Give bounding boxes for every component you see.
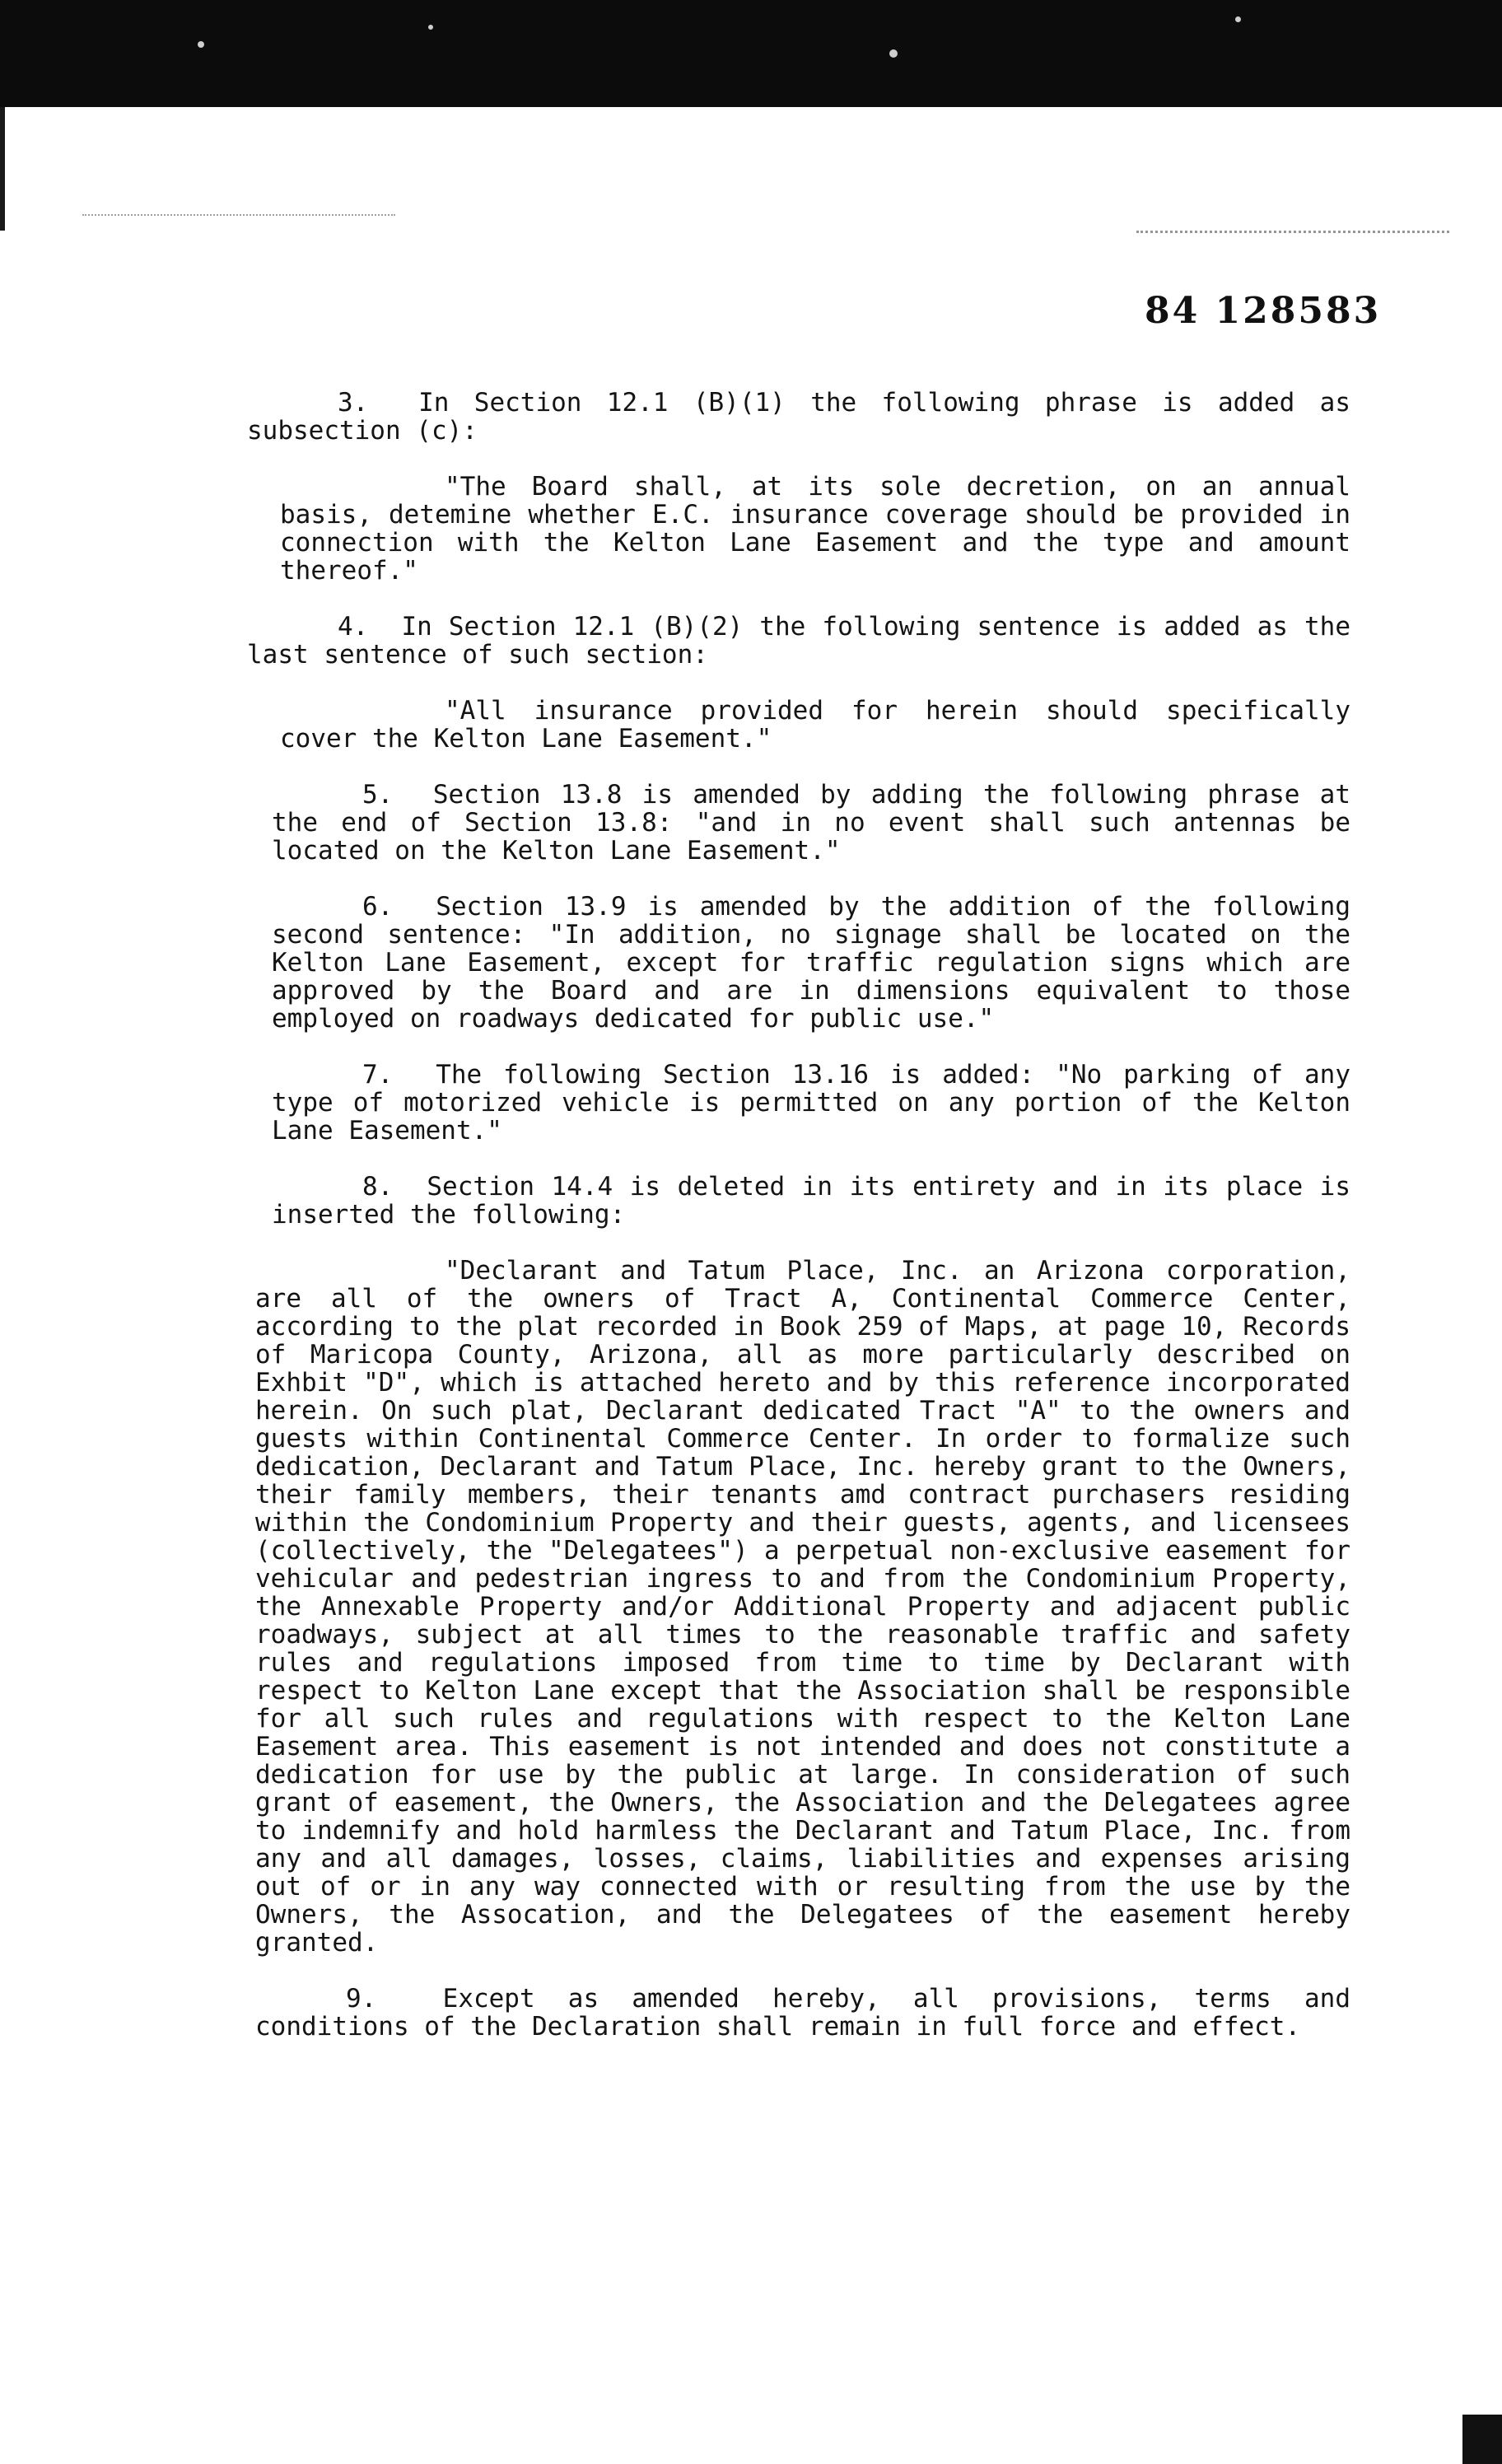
scan-border-top xyxy=(0,0,1502,107)
paragraph-3: 3. In Section 12.1 (B)(1) the following phrase is added as subsection (c): xyxy=(247,388,1366,446)
paragraph-9: 9. Except as amended hereby, all provisions, terms and conditions of the Declaration shall remain in full force and effect. xyxy=(255,1984,1366,2042)
paragraph-4: 4. In Section 12.1 (B)(2) the following sentence is added as the last sentence of such section: xyxy=(247,612,1366,670)
scan-speckle xyxy=(198,41,204,48)
paragraph-7: 7. The following Section 13.16 is added: "No parking of any type of motorized vehicle is permitted on any portion of the Kelton Lane Easement." xyxy=(272,1060,1366,1146)
document-body xyxy=(247,388,1366,2069)
paragraph-3-quote: "The Board shall, at its sole decretion, on an annual basis, detemine whether E.C. insurance coverage should be provided in connection with the Kelton Lane Easement and the type and amount thereof." xyxy=(280,472,1366,586)
paragraph-4-quote: "All insurance provided for herein should specifically cover the Kelton Lane Easement." xyxy=(280,696,1366,754)
paragraph-6: 6. Section 13.9 is amended by the addition of the following second sentence: "In addition, no signage shall be located on the Kelton Lane Easement, except for traffic regulation signs which are approved by the Board and are in dimensions equivalent to those employed on roadways dedicated for public use." xyxy=(272,892,1366,1034)
scan-border-corner xyxy=(1462,2415,1502,2464)
paragraph-8-quote: "Declarant and Tatum Place, Inc. an Arizona corporation, are all of the owners of Tract A, Continental Commerce Center, according to the plat recorded in Book 259 of Maps, at page 10, Records of Maricopa County, Arizona, all as more particularly described on Exhbit "D", which is attached hereto and by this reference incorporated herein. On such plat, Declarant dedicated Tract "A" to the owners and guests within Continental Commerce Center. In order to formalize such dedication, Declarant and Tatum Place, Inc. hereby grant to the Owners, their family members, their tenants amd contract purchasers residing within the Condominium Property and their guests, agents, and licensees (collectively, the "Delegatees") a perpetual non-exclusive easement for vehicular and pedestrian ingress to and from the Condominium Property, the Annexable Property and/or Additional Property and adjacent public roadways, subject at all times to the reasonable traffic and safety rules and regulations imposed from time to time by Declarant with respect to Kelton Lane except that the Association shall be responsible for all such rules and regulations with respect to the Kelton Lane Easement area. This easement is not intended and does not constitute a dedication for use by the public at large. In consideration of such grant of easement, the Owners, the Association and the Delegatees agree to indemnify and hold harmless the Declarant and Tatum Place, Inc. from any and all damages, losses, claims, liabilities and expenses arising out of or in any way connected with or resulting from the use by the Owners, the Assocation, and the Delegatees of the easement hereby granted. xyxy=(255,1256,1366,1958)
scan-smudge xyxy=(1136,198,1449,233)
paragraph-5: 5. Section 13.8 is amended by adding the following phrase at the end of Section 13.8: "and in no event shall such antennas be located on the Kelton Lane Easement." xyxy=(272,780,1366,866)
scan-speckle xyxy=(428,25,433,30)
scan-speckle xyxy=(1235,16,1241,22)
scan-smudge xyxy=(82,181,395,216)
paragraph-8: 8. Section 14.4 is deleted in its entirety and in its place is inserted the following: xyxy=(272,1172,1366,1230)
scan-border-left xyxy=(0,107,5,231)
scan-speckle xyxy=(889,49,898,58)
recording-number: 84 128583 xyxy=(1145,290,1382,332)
